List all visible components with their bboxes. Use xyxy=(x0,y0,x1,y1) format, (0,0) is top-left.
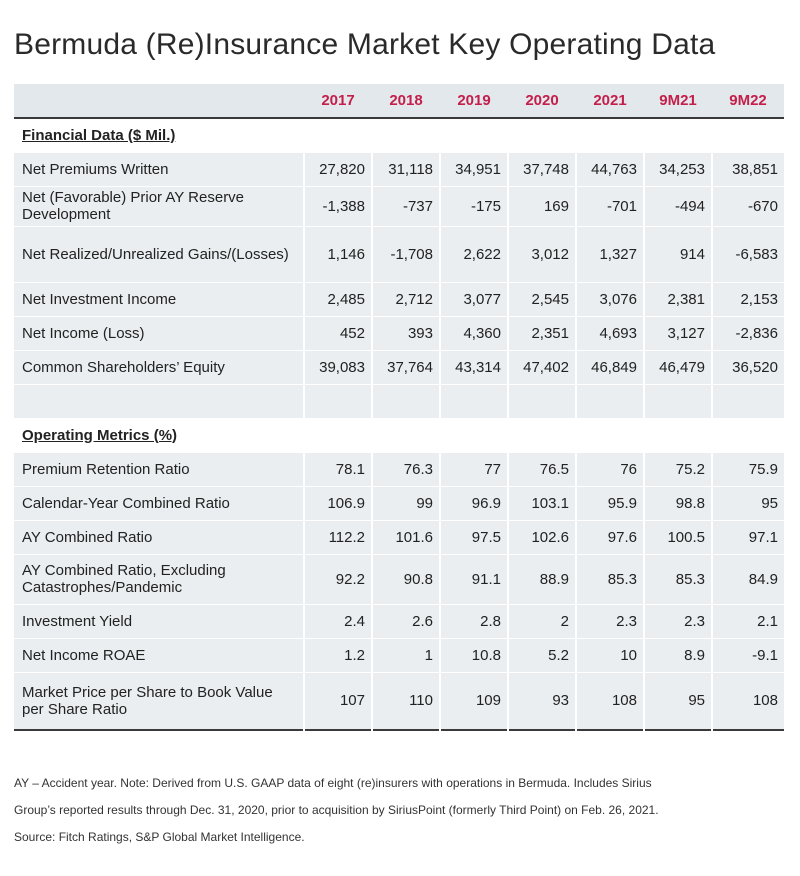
value-cell: 31,118 xyxy=(372,152,440,186)
footnote-line: AY – Accident year. Note: Derived from U.S. GAAP data of eight (re)insurers with operations in Bermuda. Includes Sirius xyxy=(14,776,652,790)
footnote-line: Group’s reported results through Dec. 31, 2020, prior to acquisition by SiriusPoint (formerly Third Point) on Feb. 26, 2021. xyxy=(14,803,659,817)
value-cell: 37,748 xyxy=(508,152,576,186)
section-header-cell xyxy=(14,118,784,152)
page-title: Bermuda (Re)Insurance Market Key Operating Data xyxy=(14,28,716,61)
value-cell: 3,127 xyxy=(644,316,712,350)
value-cell: 44,763 xyxy=(576,152,644,186)
value-cell: 2,622 xyxy=(440,226,508,282)
spacer-row xyxy=(14,384,784,418)
table-row xyxy=(14,604,784,638)
value-cell: 46,479 xyxy=(644,350,712,384)
value-cell: 452 xyxy=(304,316,372,350)
value-cell: 2.3 xyxy=(644,604,712,638)
table-row xyxy=(14,316,784,350)
value-cell: 4,693 xyxy=(576,316,644,350)
value-cell: 88.9 xyxy=(508,554,576,604)
row-label: Net Premiums Written xyxy=(14,152,304,186)
value-cell: 2.1 xyxy=(712,604,784,638)
spacer-cell xyxy=(304,384,372,418)
section-header-row xyxy=(14,118,784,152)
value-cell: 101.6 xyxy=(372,520,440,554)
value-cell: 34,951 xyxy=(440,152,508,186)
value-cell: 2,351 xyxy=(508,316,576,350)
value-cell: -737 xyxy=(372,186,440,226)
value-cell: -494 xyxy=(644,186,712,226)
value-cell: 95 xyxy=(644,672,712,730)
table-row xyxy=(14,152,784,186)
value-cell: 3,076 xyxy=(576,282,644,316)
value-cell: 3,012 xyxy=(508,226,576,282)
value-cell: -670 xyxy=(712,186,784,226)
value-cell: 96.9 xyxy=(440,486,508,520)
table-row xyxy=(14,638,784,672)
column-header: 2018 xyxy=(372,84,440,118)
value-cell: 76.3 xyxy=(372,452,440,486)
row-label: Net Income (Loss) xyxy=(14,316,304,350)
table-row xyxy=(14,186,784,226)
row-label: Calendar-Year Combined Ratio xyxy=(14,486,304,520)
value-cell: 95.9 xyxy=(576,486,644,520)
spacer-cell xyxy=(14,384,304,418)
value-cell: 76.5 xyxy=(508,452,576,486)
value-cell: 4,360 xyxy=(440,316,508,350)
spacer-cell xyxy=(576,384,644,418)
value-cell: 2.8 xyxy=(440,604,508,638)
row-label: Net Income ROAE xyxy=(14,638,304,672)
value-cell: 36,520 xyxy=(712,350,784,384)
section-header-row xyxy=(14,418,784,452)
table-row xyxy=(14,554,784,604)
value-cell: 2 xyxy=(508,604,576,638)
value-cell: 97.6 xyxy=(576,520,644,554)
column-header: 2019 xyxy=(440,84,508,118)
value-cell: 393 xyxy=(372,316,440,350)
table-row xyxy=(14,520,784,554)
header-row xyxy=(14,84,784,118)
value-cell: 47,402 xyxy=(508,350,576,384)
value-cell: -175 xyxy=(440,186,508,226)
value-cell: 2.4 xyxy=(304,604,372,638)
value-cell: 76 xyxy=(576,452,644,486)
spacer-cell xyxy=(508,384,576,418)
value-cell: 97.5 xyxy=(440,520,508,554)
value-cell: 90.8 xyxy=(372,554,440,604)
value-cell: 10.8 xyxy=(440,638,508,672)
value-cell: 95 xyxy=(712,486,784,520)
value-cell: 5.2 xyxy=(508,638,576,672)
value-cell: -9.1 xyxy=(712,638,784,672)
value-cell: 2,485 xyxy=(304,282,372,316)
value-cell: 34,253 xyxy=(644,152,712,186)
section-title: Operating Metrics (%) xyxy=(22,426,178,444)
value-cell: 108 xyxy=(576,672,644,730)
value-cell: 92.2 xyxy=(304,554,372,604)
value-cell: -2,836 xyxy=(712,316,784,350)
value-cell: 1.2 xyxy=(304,638,372,672)
table-row xyxy=(14,452,784,486)
value-cell: 1,146 xyxy=(304,226,372,282)
table-row xyxy=(14,350,784,384)
value-cell: 39,083 xyxy=(304,350,372,384)
value-cell: 109 xyxy=(440,672,508,730)
value-cell: 2.6 xyxy=(372,604,440,638)
row-label: Investment Yield xyxy=(14,604,304,638)
column-header: 2021 xyxy=(576,84,644,118)
value-cell: 93 xyxy=(508,672,576,730)
value-cell: 97.1 xyxy=(712,520,784,554)
value-cell: 38,851 xyxy=(712,152,784,186)
column-header: 2020 xyxy=(508,84,576,118)
value-cell: 2,545 xyxy=(508,282,576,316)
footnote-line: Source: Fitch Ratings, S&P Global Market Intelligence. xyxy=(14,830,305,844)
footnotes xyxy=(14,770,794,851)
value-cell: 2,712 xyxy=(372,282,440,316)
value-cell: 102.6 xyxy=(508,520,576,554)
key-operating-data-table xyxy=(14,84,784,731)
table-row xyxy=(14,486,784,520)
row-label: AY Combined Ratio, Excluding Catastrophes/Pandemic xyxy=(14,554,304,604)
row-label: Market Price per Share to Book Value per Share Ratio xyxy=(14,672,304,730)
section-title: Financial Data ($ Mil.) xyxy=(22,126,176,144)
column-header: 2017 xyxy=(304,84,372,118)
value-cell: 10 xyxy=(576,638,644,672)
spacer-cell xyxy=(712,384,784,418)
table-row xyxy=(14,226,784,282)
value-cell: 84.9 xyxy=(712,554,784,604)
value-cell: 110 xyxy=(372,672,440,730)
row-label: Net Realized/Unrealized Gains/(Losses) xyxy=(14,226,304,282)
section-header-cell xyxy=(14,418,784,452)
header-blank-cell xyxy=(14,84,304,118)
value-cell: 75.9 xyxy=(712,452,784,486)
spacer-cell xyxy=(440,384,508,418)
value-cell: 77 xyxy=(440,452,508,486)
value-cell: -701 xyxy=(576,186,644,226)
spacer-cell xyxy=(372,384,440,418)
value-cell: 1 xyxy=(372,638,440,672)
value-cell: 1,327 xyxy=(576,226,644,282)
value-cell: 106.9 xyxy=(304,486,372,520)
value-cell: 91.1 xyxy=(440,554,508,604)
value-cell: 43,314 xyxy=(440,350,508,384)
row-label: Net Investment Income xyxy=(14,282,304,316)
value-cell: 3,077 xyxy=(440,282,508,316)
value-cell: -1,388 xyxy=(304,186,372,226)
row-label: Premium Retention Ratio xyxy=(14,452,304,486)
value-cell: 2,381 xyxy=(644,282,712,316)
value-cell: 37,764 xyxy=(372,350,440,384)
value-cell: 169 xyxy=(508,186,576,226)
row-label: AY Combined Ratio xyxy=(14,520,304,554)
table-row xyxy=(14,672,784,730)
row-label: Net (Favorable) Prior AY Reserve Development xyxy=(14,186,304,226)
value-cell: 78.1 xyxy=(304,452,372,486)
value-cell: 85.3 xyxy=(576,554,644,604)
column-header: 9M21 xyxy=(644,84,712,118)
value-cell: 108 xyxy=(712,672,784,730)
value-cell: 914 xyxy=(644,226,712,282)
value-cell: 2,153 xyxy=(712,282,784,316)
value-cell: 27,820 xyxy=(304,152,372,186)
row-label: Common Shareholders’ Equity xyxy=(14,350,304,384)
value-cell: 99 xyxy=(372,486,440,520)
value-cell: 46,849 xyxy=(576,350,644,384)
value-cell: 8.9 xyxy=(644,638,712,672)
table-row xyxy=(14,282,784,316)
value-cell: 103.1 xyxy=(508,486,576,520)
spacer-cell xyxy=(644,384,712,418)
value-cell: 75.2 xyxy=(644,452,712,486)
value-cell: 107 xyxy=(304,672,372,730)
value-cell: -6,583 xyxy=(712,226,784,282)
value-cell: 112.2 xyxy=(304,520,372,554)
column-header: 9M22 xyxy=(712,84,784,118)
value-cell: 100.5 xyxy=(644,520,712,554)
value-cell: -1,708 xyxy=(372,226,440,282)
value-cell: 85.3 xyxy=(644,554,712,604)
value-cell: 2.3 xyxy=(576,604,644,638)
value-cell: 98.8 xyxy=(644,486,712,520)
